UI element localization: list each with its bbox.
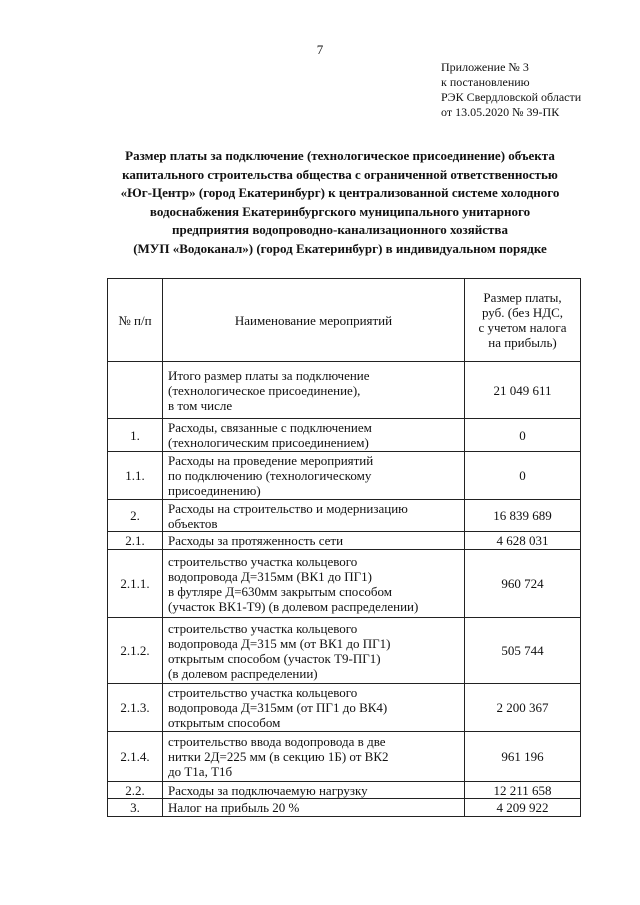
header-sum-line: с учетом налога — [478, 320, 567, 335]
table-body — [108, 362, 581, 817]
row-amount: 12 211 658 — [465, 782, 581, 799]
table-row — [108, 732, 581, 782]
row-number: 2. — [108, 500, 163, 532]
title-line: «Юг-Центр» (город Екатеринбург) к централизованной системе холодного — [120, 185, 560, 200]
row-description-line: (участок ВК1-Т9) (в долевом распределении) — [168, 598, 419, 614]
appendix-reference — [441, 60, 581, 120]
table-row — [108, 362, 581, 419]
row-description-line: присоединению) — [168, 483, 261, 498]
row-description-line: Налог на прибыль 20 % — [168, 800, 300, 815]
row-amount: 2 200 367 — [465, 684, 581, 732]
page-number: 7 — [316, 42, 324, 57]
table-row — [108, 500, 581, 532]
row-amount: 0 — [465, 419, 581, 452]
row-description-line: строительство участка кольцевого — [168, 620, 358, 636]
row-amount: 16 839 689 — [465, 500, 581, 532]
row-description-line: Расходы на строительство и модернизацию — [168, 500, 408, 516]
table-row — [108, 799, 581, 817]
row-amount: 505 744 — [465, 618, 581, 684]
row-description — [163, 362, 465, 419]
header-name: Наименование мероприятий — [163, 279, 465, 362]
appendix-line: к постановлению — [441, 75, 530, 89]
row-number — [108, 362, 163, 419]
table-row — [108, 618, 581, 684]
table-header-row — [108, 279, 581, 362]
header-num: № п/п — [108, 279, 163, 362]
fees-table — [107, 278, 581, 817]
header-sum-line: Размер платы, — [483, 290, 562, 305]
header-sum-line: руб. (без НДС, — [481, 305, 564, 320]
row-description — [163, 618, 465, 684]
appendix-line: РЭК Свердловской области — [441, 90, 582, 104]
row-description-line: открытым способом (участок Т9-ПГ1) — [168, 650, 381, 666]
row-amount: 21 049 611 — [465, 362, 581, 419]
row-description-line: объектов — [168, 515, 218, 531]
row-description-line: по подключению (технологическому — [168, 468, 372, 483]
appendix-line: от 13.05.2020 № 39-ПК — [441, 105, 560, 119]
header-sum — [465, 279, 581, 362]
row-description — [163, 550, 465, 618]
title-line: водоснабжения Екатеринбургского муниципального унитарного — [149, 203, 531, 219]
row-amount: 4 628 031 — [465, 532, 581, 550]
row-description-line: в футляре Д=630мм закрытым способом — [168, 583, 392, 599]
row-number: 2.1.4. — [108, 732, 163, 782]
row-description — [163, 732, 465, 782]
row-description-line: Расходы за подключаемую нагрузку — [168, 782, 368, 798]
row-description-line: строительство участка кольцевого — [168, 685, 358, 700]
row-number: 2.1. — [108, 532, 163, 550]
row-amount: 961 196 — [465, 732, 581, 782]
table-row — [108, 782, 581, 799]
row-number: 1.1. — [108, 452, 163, 500]
row-number: 2.1.2. — [108, 618, 163, 684]
row-description-line: водопровода Д=315 мм (от ВК1 до ПГ1) — [168, 635, 391, 651]
row-amount: 4 209 922 — [465, 799, 581, 817]
row-description-line: водопровода Д=315мм (от ПГ1 до ВК4) — [168, 700, 388, 715]
row-description-line: в том числе — [168, 397, 233, 413]
row-description-line: (технологическим присоединением) — [168, 435, 369, 450]
appendix-line: Приложение № 3 — [441, 60, 529, 74]
row-description-line: открытым способом — [168, 715, 281, 730]
table-row — [108, 452, 581, 500]
row-amount: 960 724 — [465, 550, 581, 618]
row-number: 2.1.3. — [108, 684, 163, 732]
table-row — [108, 550, 581, 618]
document-title — [60, 147, 620, 258]
row-description-line: Итого размер платы за подключение — [168, 367, 370, 383]
header-sum-line: на прибыль) — [488, 335, 557, 350]
row-description-line: нитки 2Д=225 мм (в секцию 1Б) от ВК2 — [168, 749, 389, 764]
table-row — [108, 532, 581, 550]
row-description — [163, 452, 465, 500]
row-number: 2.2. — [108, 782, 163, 799]
table-row — [108, 419, 581, 452]
row-description-line: (технологическое присоединение), — [168, 382, 361, 398]
row-description — [163, 532, 465, 550]
title-line: капитального строительства общества с ограниченной ответственностью — [122, 166, 558, 182]
title-line: Размер платы за подключение (технологическое присоединение) объекта — [125, 148, 555, 163]
row-description-line: Расходы за протяженность сети — [168, 533, 344, 548]
row-description — [163, 782, 465, 799]
row-description-line: строительство участка кольцевого — [168, 553, 358, 569]
row-description-line: Расходы, связанные с подключением — [168, 420, 372, 435]
title-line: (МУП «Водоканал») (город Екатеринбург) в индивидуальном порядке — [133, 240, 547, 256]
title-line: предприятия водопроводно-канализационного хозяйства — [172, 222, 508, 237]
row-amount: 0 — [465, 452, 581, 500]
row-number: 2.1.1. — [108, 550, 163, 618]
row-description — [163, 419, 465, 452]
row-description — [163, 799, 465, 817]
row-description-line: (в долевом распределении) — [168, 665, 318, 681]
row-description-line: водопровода Д=315мм (ВК1 до ПГ1) — [168, 568, 372, 584]
row-description-line: строительство ввода водопровода в две — [168, 734, 386, 749]
row-description-line: Расходы на проведение мероприятий — [168, 453, 374, 468]
row-number: 1. — [108, 419, 163, 452]
table-row — [108, 684, 581, 732]
row-description — [163, 684, 465, 732]
row-description — [163, 500, 465, 532]
row-number: 3. — [108, 799, 163, 817]
row-description-line: до Т1а, Т1б — [168, 764, 233, 779]
